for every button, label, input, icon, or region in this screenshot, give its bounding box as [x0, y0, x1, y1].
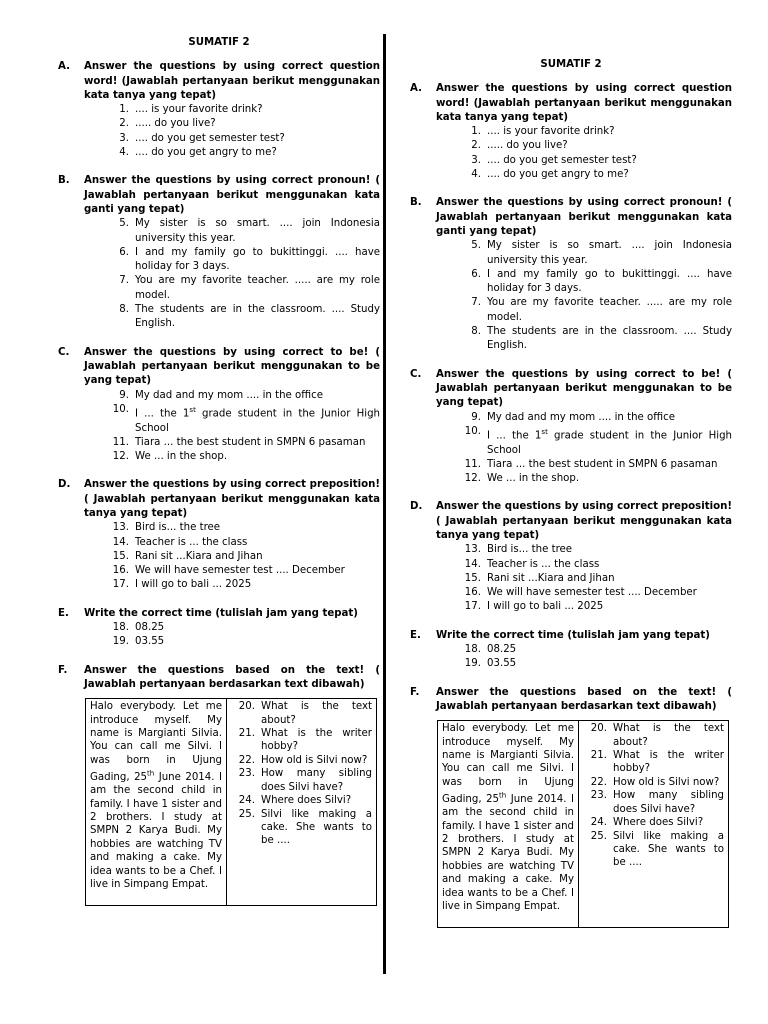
question-number: 2.	[119, 118, 129, 130]
question-number: 17.	[112, 579, 129, 591]
question-item	[103, 450, 380, 464]
question-number: 9.	[471, 411, 481, 423]
reading-question	[231, 794, 372, 807]
question-item	[455, 239, 732, 268]
section-c	[58, 346, 380, 465]
question-number: 12.	[464, 473, 481, 485]
reading-question-list	[231, 700, 372, 847]
question-text: 03.55	[135, 636, 165, 648]
question-text: You are my favorite teacher. ..... are my role model.	[135, 275, 380, 301]
worksheet-title: SUMATIF 2	[540, 59, 602, 70]
reading-questions-cell	[579, 721, 729, 928]
section-instruction: Answer the questions based on the text! ( Jawablah pertanyaan berdasarkan text dibawah)	[436, 686, 732, 712]
question-text: Tiara ... the best student in SMPN 6 pasaman	[487, 458, 718, 470]
question-text: How many sibling does Silvi have?	[261, 768, 372, 793]
question-item	[103, 521, 380, 535]
question-number: 7.	[471, 297, 481, 309]
question-text: Teacher is ... the class	[135, 536, 248, 548]
reading-question	[583, 830, 724, 870]
question-number: 24.	[238, 795, 255, 807]
reading-question	[583, 816, 724, 829]
section-heading	[410, 686, 732, 715]
section-instruction: Write the correct time (tulislah jam yang tepat)	[84, 607, 358, 619]
question-number: 3.	[471, 154, 481, 166]
question-text: Bird is... the tree	[135, 522, 221, 534]
question-number: 13.	[112, 522, 129, 534]
section-instruction: Answer the questions by using correct pronoun! ( Jawablah pertanyaan berikut menggunakan kata ganti yang tepat)	[436, 197, 732, 237]
question-number: 18.	[112, 622, 129, 634]
question-text: 03.55	[487, 658, 517, 670]
question-number: 17.	[464, 601, 481, 613]
question-text: ..... do you live?	[135, 118, 216, 130]
question-number: 2.	[471, 140, 481, 152]
question-number: 15.	[464, 572, 481, 584]
section-heading	[410, 368, 732, 411]
reading-question	[231, 808, 372, 848]
section-heading	[410, 500, 732, 543]
question-text: We will have semester test .... December	[487, 587, 697, 599]
question-item	[455, 600, 732, 614]
section-letter: B.	[58, 175, 70, 187]
section-instruction: Answer the questions by using correct question word! (Jawablah pertanyaan berikut menggunakan kata tanya yang tepat)	[436, 83, 732, 123]
question-item	[103, 274, 380, 303]
question-text: Tiara ... the best student in SMPN 6 pasaman	[135, 436, 366, 448]
question-text: The students are in the classroom. .... Study English.	[135, 304, 380, 330]
question-number: 11.	[464, 458, 481, 470]
question-list	[58, 103, 380, 160]
reading-question	[231, 754, 372, 767]
question-number: 25.	[238, 808, 255, 820]
question-number: 25.	[590, 830, 607, 842]
question-text: We will have semester test .... December	[135, 565, 345, 577]
question-number: 21.	[590, 750, 607, 762]
reading-questions-cell	[227, 699, 377, 906]
reading-question	[583, 789, 724, 816]
question-item	[103, 246, 380, 275]
question-text: What is the text about?	[613, 723, 724, 748]
question-number: 16.	[464, 587, 481, 599]
question-number: 14.	[112, 536, 129, 548]
section-instruction: Answer the questions by using correct to be! ( Jawablah pertanyaan berikut menggunakan to be yang tepat)	[436, 368, 732, 409]
question-item	[455, 139, 732, 153]
question-item	[103, 117, 380, 131]
question-number: 22.	[590, 776, 607, 788]
section-b	[58, 174, 380, 331]
question-list	[410, 125, 732, 182]
question-list	[410, 239, 732, 353]
section-e	[410, 629, 732, 672]
question-text: My sister is so smart. .... join Indonesia university this year.	[135, 218, 380, 244]
question-number: 4.	[471, 169, 481, 181]
question-number: 3.	[119, 132, 129, 144]
reading-passage: Halo everybody. Let me introduce myself. My name is Margianti Silvia. You can call me Silvi. I was born in Ujung Gading, 25th June 2014. I am the second child in family. I have 1 sister and 2 brothers. I study at SMPN 2 Karya Budi. My hobbies are watching TV and making a cake. My idea wants to be a Chef. I live in Simpang Empat.	[90, 701, 222, 890]
question-text: Rani sit ...Kiara and Jihan	[135, 550, 263, 562]
question-number: 12.	[112, 451, 129, 463]
question-text: I and my family go to bukittinggi. .... have holiday for 3 days.	[487, 268, 732, 295]
question-text: We ... in the shop.	[487, 473, 580, 485]
question-text: You are my favorite teacher. ..... are my role model.	[487, 297, 732, 323]
question-number: 23.	[590, 790, 607, 802]
question-number: 9.	[119, 389, 129, 401]
question-number: 8.	[471, 326, 481, 338]
question-item	[103, 436, 380, 450]
reading-question	[583, 749, 724, 776]
question-item	[455, 268, 732, 297]
section-heading	[58, 174, 380, 217]
reading-passage: Halo everybody. Let me introduce myself. My name is Margianti Silvia. You can call me Silvi. I was born in Ujung Gading, 25th June 2014. I am the second child in family. I have 1 sister and 2 brothers. I study at SMPN 2 Karya Budi. My hobbies are watching TV and making a cake. My idea wants to be a Chef. I live in Simpang Empat.	[442, 723, 574, 912]
question-number: 16.	[112, 565, 129, 577]
question-text: How old is Silvi now?	[613, 776, 720, 788]
question-text: .... do you get semester test?	[487, 154, 637, 166]
question-text: My dad and my mom .... in the office	[487, 411, 676, 423]
question-number: 1.	[471, 126, 481, 138]
question-list	[58, 217, 380, 331]
section-heading	[58, 478, 380, 521]
question-text: 08.25	[135, 622, 165, 634]
question-number: 6.	[119, 246, 129, 258]
question-text: I ... the 1st grade student in the Junior High School	[487, 427, 732, 456]
reading-table	[437, 720, 729, 928]
section-f	[410, 686, 732, 929]
reading-passage-cell	[438, 721, 579, 928]
question-list	[410, 643, 732, 672]
section-letter: E.	[410, 629, 421, 641]
question-item	[455, 296, 732, 325]
question-item	[103, 403, 380, 436]
section-c	[410, 368, 732, 487]
question-text: My sister is so smart. .... join Indonesia university this year.	[487, 240, 732, 266]
section-letter: D.	[58, 479, 71, 491]
question-number: 19.	[464, 658, 481, 670]
question-number: 5.	[471, 240, 481, 252]
question-text: Where does Silvi?	[613, 817, 704, 829]
question-item	[455, 154, 732, 168]
question-item	[455, 168, 732, 182]
section-letter: A.	[410, 83, 422, 95]
question-item	[455, 458, 732, 472]
question-item	[103, 564, 380, 578]
reading-question	[231, 700, 372, 727]
question-number: 7.	[119, 275, 129, 287]
question-text: ..... do you live?	[487, 140, 568, 152]
question-number: 5.	[119, 218, 129, 230]
question-item	[455, 325, 732, 354]
question-number: 21.	[238, 728, 255, 740]
question-item	[455, 472, 732, 486]
question-item	[103, 635, 380, 649]
section-heading	[58, 60, 380, 103]
question-item	[455, 558, 732, 572]
question-number: 10.	[112, 403, 129, 415]
section-instruction: Answer the questions by using correct pronoun! ( Jawablah pertanyaan berikut menggunakan kata ganti yang tepat)	[84, 175, 380, 215]
question-text: How old is Silvi now?	[261, 754, 368, 766]
section-letter: C.	[410, 368, 422, 380]
question-number: 4.	[119, 147, 129, 159]
question-text: I ... the 1st grade student in the Junior High School	[135, 405, 380, 434]
question-item	[103, 550, 380, 564]
reading-question	[583, 776, 724, 789]
question-number: 1.	[119, 104, 129, 116]
section-heading	[58, 607, 380, 621]
question-number: 6.	[471, 268, 481, 280]
question-text: Silvi like making a cake. She wants to be ....	[261, 808, 372, 847]
question-list	[58, 521, 380, 592]
worksheet-left-copy	[58, 36, 380, 920]
question-number: 20.	[590, 723, 607, 735]
section-letter: F.	[58, 664, 68, 676]
question-text: Where does Silvi?	[261, 795, 352, 807]
section-instruction: Answer the questions by using correct preposition! ( Jawablah pertanyaan berikut menggunakan kata tanya yang tepat)	[84, 479, 380, 519]
section-a	[410, 82, 732, 182]
question-number: 23.	[238, 768, 255, 780]
question-text: .... is your favorite drink?	[135, 104, 263, 116]
question-item	[455, 125, 732, 139]
question-item	[455, 543, 732, 557]
question-number: 13.	[464, 544, 481, 556]
section-instruction: Answer the questions by using correct question word! (Jawablah pertanyaan berikut menggunakan kata tanya yang tepat)	[84, 61, 380, 101]
question-text: Rani sit ...Kiara and Jihan	[487, 572, 615, 584]
section-d	[58, 478, 380, 592]
section-letter: E.	[58, 607, 69, 619]
question-number: 15.	[112, 550, 129, 562]
question-number: 11.	[112, 436, 129, 448]
question-item	[103, 303, 380, 332]
question-number: 22.	[238, 754, 255, 766]
reading-question	[583, 722, 724, 749]
column-divider	[383, 34, 386, 974]
question-item	[103, 536, 380, 550]
section-heading	[410, 196, 732, 239]
section-a	[58, 60, 380, 160]
question-text: I and my family go to bukittinggi. .... have holiday for 3 days.	[135, 246, 380, 273]
worksheet-title: SUMATIF 2	[188, 37, 250, 48]
question-item	[103, 103, 380, 117]
reading-question-list	[583, 722, 724, 869]
reading-question	[231, 727, 372, 754]
question-text: What is the text about?	[261, 701, 372, 726]
section-heading	[58, 664, 380, 693]
question-item	[103, 132, 380, 146]
question-text: .... is your favorite drink?	[487, 126, 615, 138]
question-text: .... do you get angry to me?	[135, 147, 277, 159]
question-item	[103, 217, 380, 246]
question-number: 24.	[590, 817, 607, 829]
section-d	[410, 500, 732, 614]
question-text: .... do you get angry to me?	[487, 169, 629, 181]
question-item	[455, 425, 732, 458]
section-f	[58, 664, 380, 907]
question-list	[58, 621, 380, 650]
reading-question	[231, 767, 372, 794]
question-number: 19.	[112, 636, 129, 648]
section-letter: D.	[410, 501, 423, 513]
question-number: 18.	[464, 644, 481, 656]
question-item	[455, 572, 732, 586]
question-text: What is the writer hobby?	[261, 728, 372, 753]
question-item	[455, 643, 732, 657]
question-number: 10.	[464, 425, 481, 437]
question-list	[410, 411, 732, 487]
question-text: I will go to bali ... 2025	[135, 579, 252, 591]
question-number: 14.	[464, 558, 481, 570]
section-heading	[58, 346, 380, 389]
question-item	[455, 657, 732, 671]
question-list	[58, 389, 380, 465]
reading-table	[85, 698, 377, 906]
section-e	[58, 607, 380, 650]
question-item	[103, 578, 380, 592]
question-number: 20.	[238, 701, 255, 713]
question-list	[410, 543, 732, 614]
section-letter: F.	[410, 686, 420, 698]
section-heading	[410, 82, 732, 125]
section-heading	[410, 629, 732, 643]
question-item	[103, 621, 380, 635]
question-text: Silvi like making a cake. She wants to be ....	[613, 830, 724, 869]
question-text: Bird is... the tree	[487, 544, 573, 556]
question-text: My dad and my mom .... in the office	[135, 389, 324, 401]
question-item	[103, 146, 380, 160]
section-letter: A.	[58, 61, 70, 73]
section-b	[410, 196, 732, 353]
reading-passage-cell	[86, 699, 227, 906]
question-text: What is the writer hobby?	[613, 750, 724, 775]
question-text: We ... in the shop.	[135, 451, 228, 463]
question-text: .... do you get semester test?	[135, 132, 285, 144]
question-item	[455, 586, 732, 600]
question-text: How many sibling does Silvi have?	[613, 790, 724, 815]
section-letter: B.	[410, 197, 422, 209]
question-number: 8.	[119, 304, 129, 316]
section-letter: C.	[58, 346, 70, 358]
section-instruction: Answer the questions by using correct preposition! ( Jawablah pertanyaan berikut menggunakan kata tanya yang tepat)	[436, 501, 732, 541]
question-text: The students are in the classroom. .... Study English.	[487, 326, 732, 352]
worksheet-right-copy	[410, 58, 732, 942]
section-instruction: Write the correct time (tulislah jam yang tepat)	[436, 629, 710, 641]
question-text: I will go to bali ... 2025	[487, 601, 604, 613]
question-text: Teacher is ... the class	[487, 558, 600, 570]
question-item	[103, 389, 380, 403]
question-item	[455, 411, 732, 425]
section-instruction: Answer the questions based on the text! ( Jawablah pertanyaan berdasarkan text dibawah)	[84, 664, 380, 690]
question-text: 08.25	[487, 644, 517, 656]
section-instruction: Answer the questions by using correct to be! ( Jawablah pertanyaan berikut menggunakan to be yang tepat)	[84, 346, 380, 387]
